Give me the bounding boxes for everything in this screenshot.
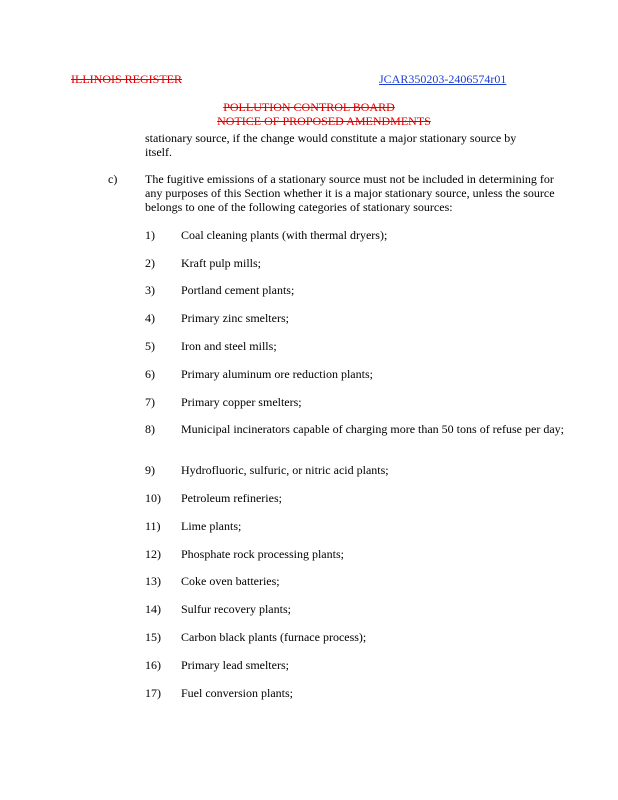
register-header: ILLINOIS REGISTER <box>71 72 182 86</box>
item-number: 15) <box>145 630 161 644</box>
item-text: Kraft pulp mills; <box>181 256 261 270</box>
item-number: 1) <box>145 228 155 242</box>
item-text: Primary aluminum ore reduction plants; <box>181 367 373 381</box>
item-text: Iron and steel mills; <box>181 339 277 353</box>
subsection-label: c) <box>108 172 118 186</box>
notice-title: NOTICE OF PROPOSED AMENDMENTS <box>217 114 431 128</box>
item-text: Carbon black plants (furnace process); <box>181 630 367 644</box>
item-text: Sulfur recovery plants; <box>181 602 291 616</box>
item-text: Municipal incinerators capable of charging more than 50 tons of refuse per day; <box>181 422 564 436</box>
item-number: 4) <box>145 311 155 325</box>
item-number: 7) <box>145 395 155 409</box>
item-number: 16) <box>145 658 161 672</box>
item-number: 8) <box>145 422 155 436</box>
item-text: Lime plants; <box>181 519 242 533</box>
item-text: Coke oven batteries; <box>181 574 280 588</box>
item-number: 9) <box>145 463 155 477</box>
subsection-c-paragraph: The fugitive emissions of a stationary source must not be included in determining for any purposes of this Section whether it is a major stationary source, unless the source belongs to one of the following categories of stationary sources: <box>145 172 555 214</box>
item-number: 2) <box>145 256 155 270</box>
item-number: 5) <box>145 339 155 353</box>
item-number: 13) <box>145 574 161 588</box>
item-text: Phosphate rock processing plants; <box>181 547 344 561</box>
item-text: Primary zinc smelters; <box>181 311 289 325</box>
item-number: 12) <box>145 547 161 561</box>
item-text: Petroleum refineries; <box>181 491 282 505</box>
item-number: 14) <box>145 602 161 616</box>
continuation-paragraph: stationary source, if the change would constitute a major stationary source by itself. <box>145 131 517 159</box>
document-id-link[interactable]: JCAR350203-2406574r01 <box>379 72 507 86</box>
item-number: 10) <box>145 491 161 505</box>
item-text: Coal cleaning plants (with thermal dryers); <box>181 228 388 242</box>
item-text: Primary lead smelters; <box>181 658 289 672</box>
item-text: Hydrofluoric, sulfuric, or nitric acid plants; <box>181 463 389 477</box>
item-number: 11) <box>145 519 161 533</box>
item-text: Fuel conversion plants; <box>181 686 293 700</box>
item-number: 17) <box>145 686 161 700</box>
item-number: 3) <box>145 283 155 297</box>
item-text: Primary copper smelters; <box>181 395 302 409</box>
agency-heading <box>0 100 618 128</box>
agency-name: POLLUTION CONTROL BOARD <box>223 100 395 114</box>
item-number: 6) <box>145 367 155 381</box>
item-text: Portland cement plants; <box>181 283 295 297</box>
